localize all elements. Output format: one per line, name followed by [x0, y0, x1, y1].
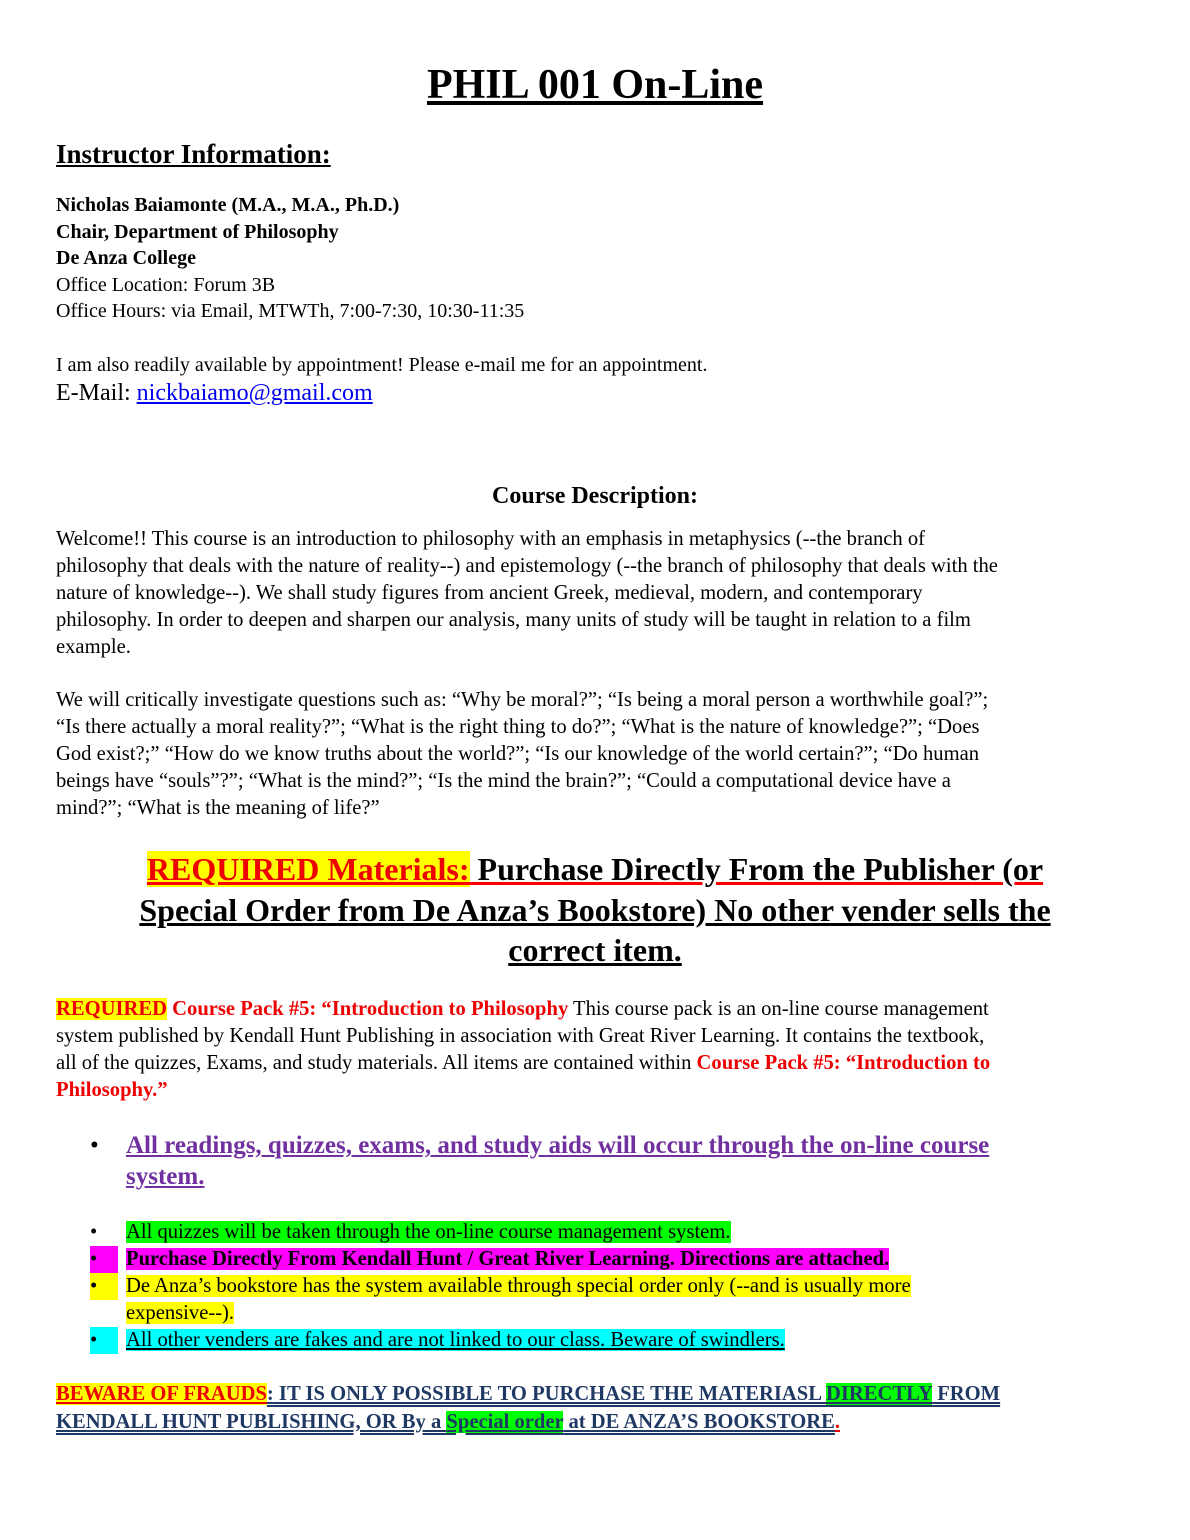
list-item	[56, 1327, 1136, 1354]
instructor-info	[56, 192, 707, 378]
text-line: Welcome!! This course is an introduction to philosophy with an emphasis in metaphysics (--the branch of	[56, 528, 925, 550]
email-link[interactable]: nickbaiamo@gmail.com	[136, 380, 373, 406]
text-line: system.	[126, 1163, 205, 1190]
text-line: at DE ANZA’S BOOKSTORE	[563, 1411, 835, 1433]
list-item	[56, 1273, 1136, 1327]
bullet-icon: •	[90, 1132, 99, 1159]
required-materials-heading	[60, 849, 1130, 971]
text-line: “Is there actually a moral reality?”; “What is the right thing to do?”; “What is the nature of knowledge?”; “Does	[56, 716, 980, 738]
bullet-text: De Anza’s bookstore has the system available through special order only (--and is usually more	[126, 1275, 911, 1297]
beware-label: BEWARE OF FRAUDS	[56, 1383, 267, 1405]
text-line: mind?”; “What is the meaning of life?”	[56, 797, 380, 819]
office-hours: Office Hours: via Email, MTWTh, 7:00-7:30, 10:30-11:35	[56, 300, 525, 322]
course-description-paragraph-2	[56, 687, 1136, 822]
instructor-college: De Anza College	[56, 247, 196, 269]
bullet-text: Purchase Directly From Kendall Hunt / Great River Learning. Directions are attached.	[126, 1248, 890, 1270]
text-line: :	[266, 1383, 274, 1405]
text-line: We will critically investigate questions such as: “Why be moral?”; “Is being a moral person a worthwhile goal?”;	[56, 689, 989, 711]
course-description-heading: Course Description:	[492, 483, 698, 509]
course-pack-paragraph	[56, 996, 1136, 1104]
required-line-3: correct item.	[508, 932, 682, 968]
appointment-note: I am also readily available by appointment! Please e-mail me for an appointment.	[56, 353, 708, 376]
period: .	[834, 1411, 841, 1433]
text-line: all of the quizzes, Exams, and study materials. All items are contained within	[56, 1052, 697, 1074]
list-item	[56, 1246, 1136, 1273]
course-pack-name: Course Pack #5: “Introduction to Philosophy	[167, 998, 569, 1020]
spacer	[56, 325, 707, 352]
instructor-heading: Instructor Information:	[56, 139, 331, 169]
bullet-icon: •	[90, 1221, 98, 1243]
course-description-paragraph-1	[56, 526, 1136, 661]
required-line-1: Purchase Directly From the Publisher (or	[469, 851, 1044, 887]
text-line: FROM	[932, 1383, 1001, 1405]
required-line-2: Special Order from De Anza’s Bookstore) No other vender sells the	[139, 891, 1051, 928]
text-line: This course pack is an on-line course management	[568, 998, 989, 1020]
text-line: IT IS ONLY POSSIBLE TO PURCHASE THE MATERIASL	[273, 1383, 826, 1405]
required-badge: REQUIRED	[56, 998, 167, 1020]
page-title: PHIL 001 On-Line	[426, 62, 764, 108]
main-bullet	[56, 1130, 1136, 1192]
special-order-highlight: Special order	[446, 1411, 564, 1433]
beware-notice	[56, 1380, 1146, 1436]
bullet-list	[56, 1219, 1136, 1354]
bullet-icon: •	[90, 1246, 118, 1273]
bullet-icon: •	[90, 1327, 118, 1354]
text-line: philosophy. In order to deepen and sharpen our analysis, many units of study will be taught in relation to a film	[56, 609, 971, 631]
directly-highlight: DIRECTLY	[826, 1383, 933, 1405]
text-line: beings have “souls”?”; “What is the mind?”; “Is the mind the brain?”; “Could a computational device have a	[56, 770, 951, 792]
required-label: REQUIRED Materials:	[146, 851, 470, 887]
bullet-icon: •	[90, 1273, 118, 1300]
course-pack-name: Course Pack #5: “Introduction to	[696, 1052, 991, 1074]
text-line: system published by Kendall Hunt Publishing in association with Great River Learning. It contains the textbook,	[56, 1025, 985, 1047]
list-item	[56, 1219, 1136, 1246]
text-line: nature of knowledge--). We shall study figures from ancient Greek, medieval, modern, and contemporary	[56, 582, 923, 604]
email-label: E-Mail:	[56, 380, 137, 406]
text-line: All readings, quizzes, exams, and study aids will occur through the on-line course	[126, 1132, 990, 1159]
instructor-role: Chair, Department of Philosophy	[56, 220, 339, 243]
bullet-text: All quizzes will be taken through the on-line course management system.	[126, 1221, 731, 1243]
instructor-name: Nicholas Baiamonte (M.A., M.A., Ph.D.)	[56, 194, 400, 216]
bullet-text: All other venders are fakes and are not linked to our class. Beware of swindlers.	[126, 1329, 785, 1351]
text-line: KENDALL HUNT PUBLISHING, OR By a	[56, 1411, 447, 1433]
email-line	[56, 378, 373, 408]
bullet-text: expensive--).	[126, 1302, 235, 1324]
main-bullet-text	[56, 1130, 1136, 1192]
text-line: example.	[56, 636, 131, 658]
text-line: philosophy that deals with the nature of reality--) and epistemology (--the branch of philosophy that deals with the	[56, 555, 998, 577]
course-pack-name: Philosophy.”	[56, 1079, 168, 1101]
text-line: God exist?;” “How do we know truths about the world?”; “Is our knowledge of the world certain?”; “Do human	[56, 743, 980, 765]
office-location: Office Location: Forum 3B	[56, 273, 276, 296]
